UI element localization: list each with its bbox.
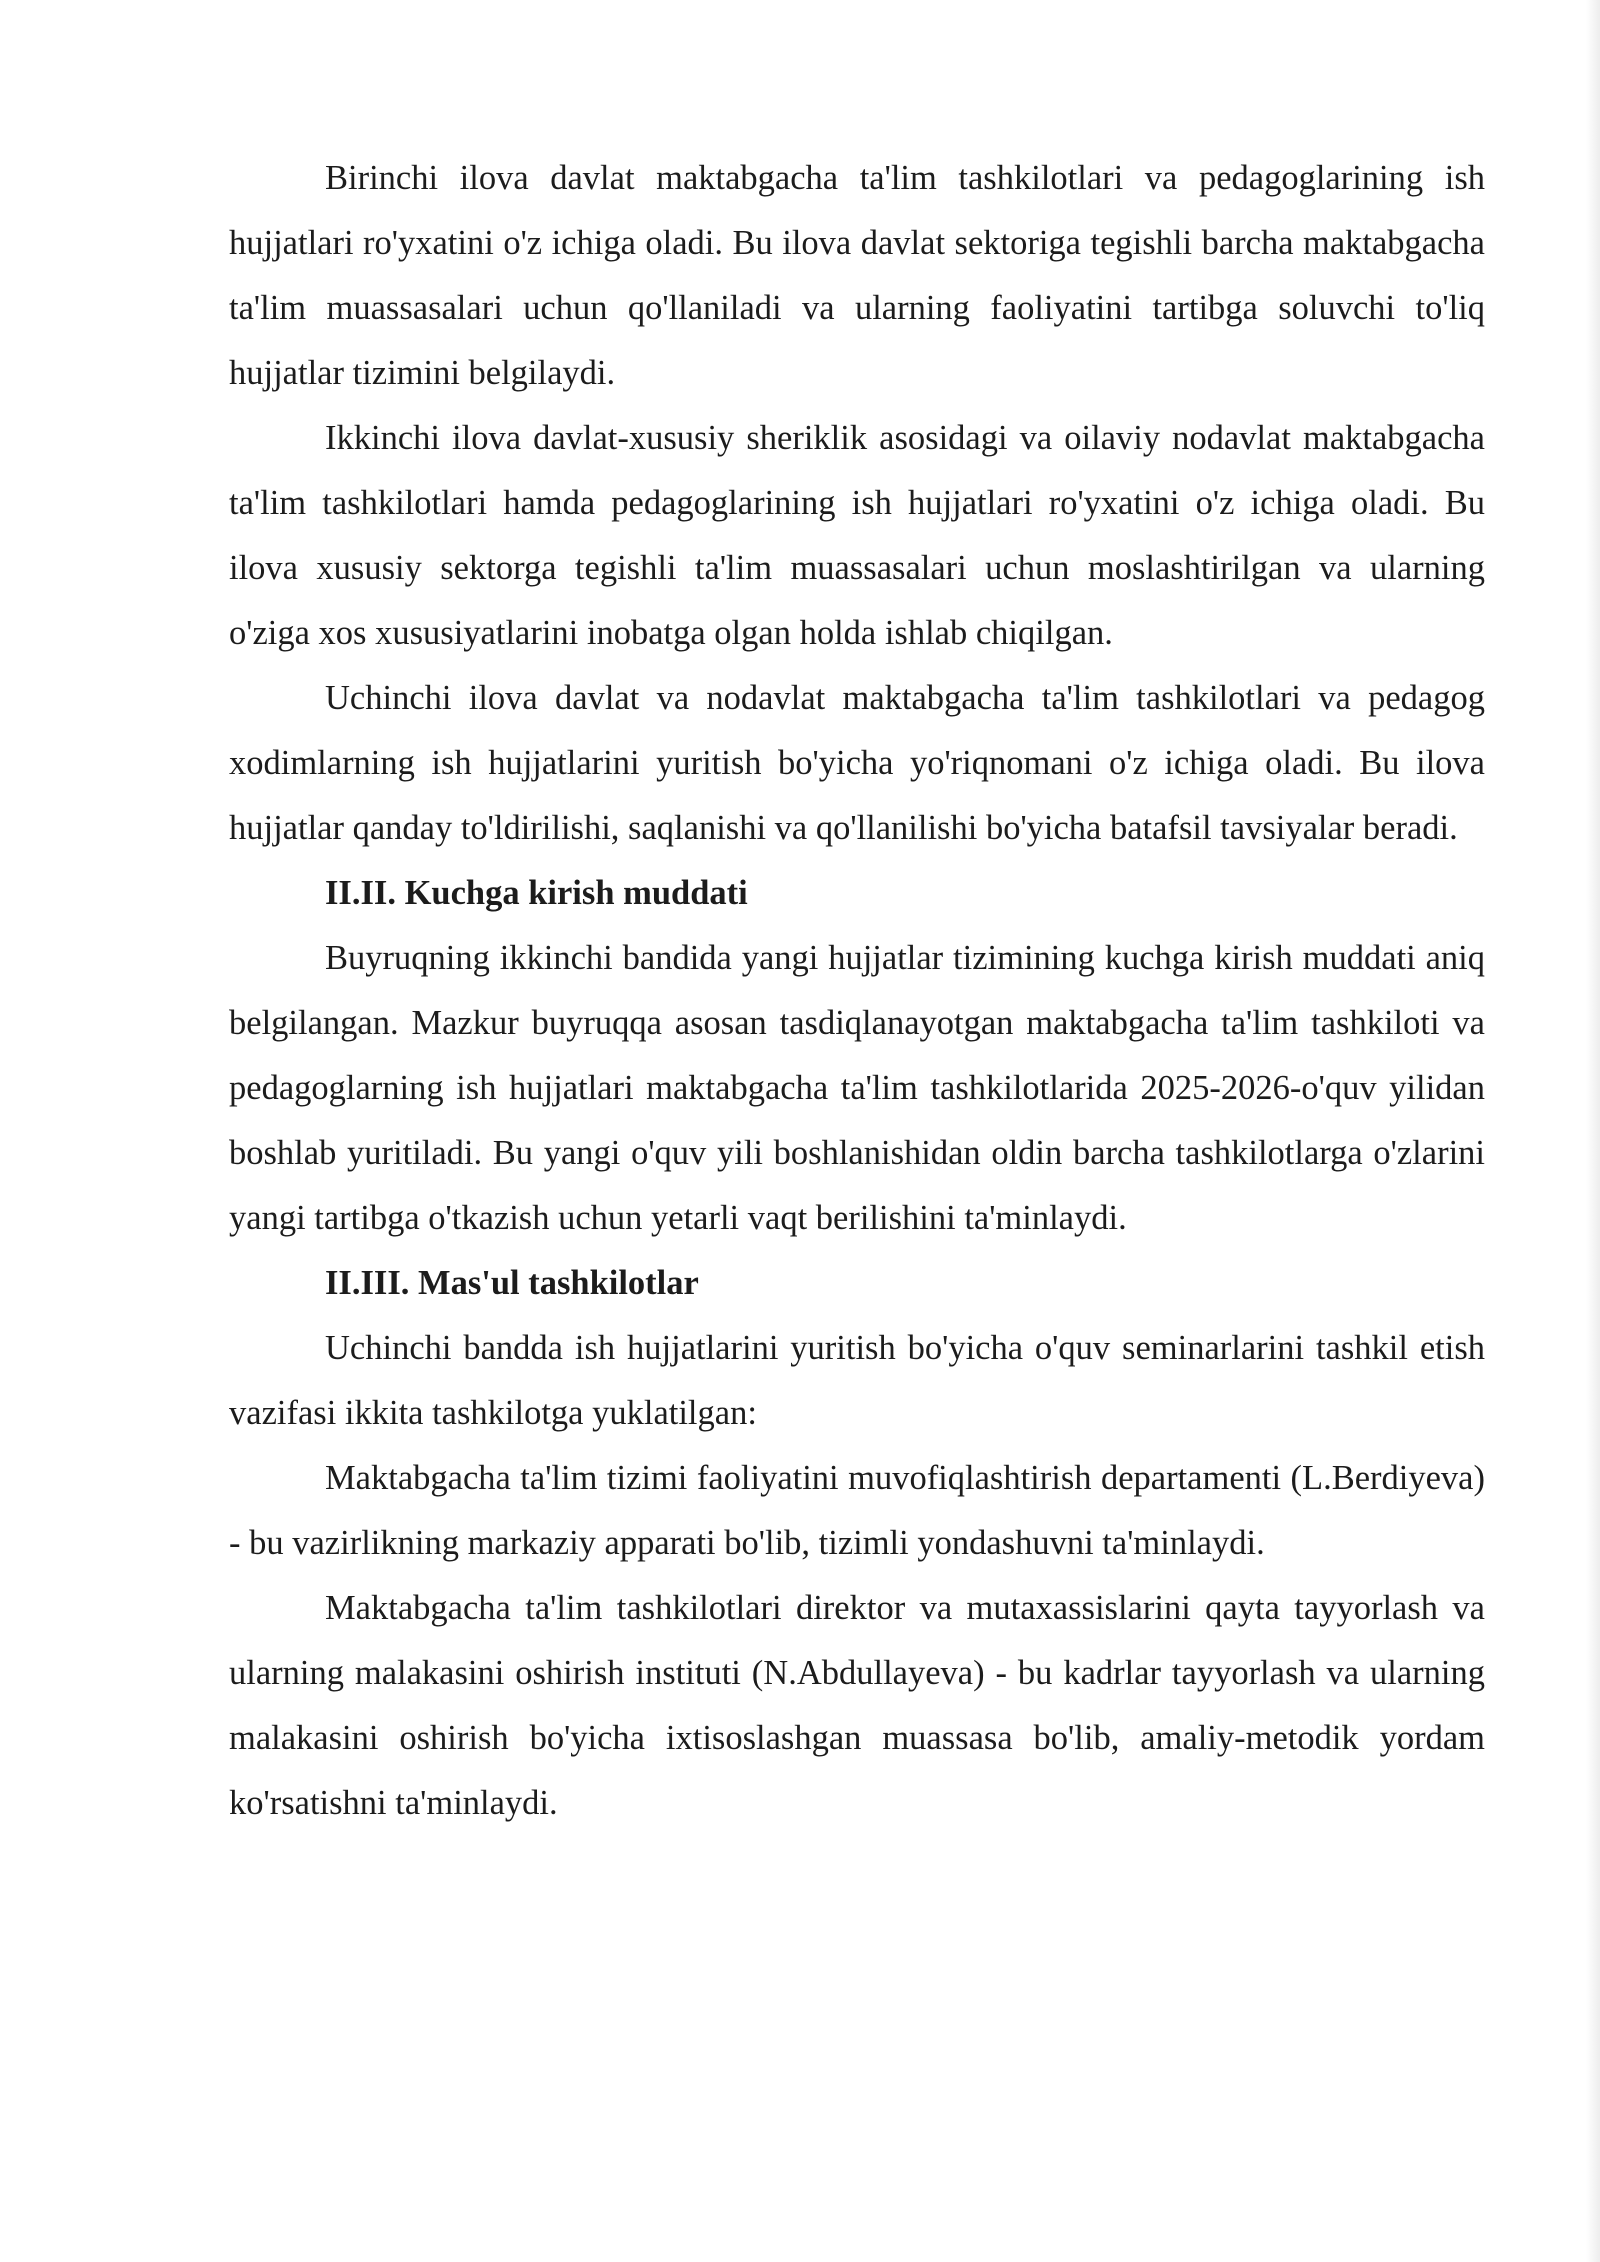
paragraph-third-annex: Uchinchi ilova davlat va nodavlat maktabgacha ta'lim tashkilotlari va pedagog xodimlarning ish hujjatlarini yuritish bo'yicha yo'riqnomani o'z ichiga oladi. Bu ilova hujjatlar qanday to'ldirilishi, saqlanishi va qo'llanilishi bo'yicha batafsil tavsiyalar beradi. — [229, 679, 1485, 847]
section-heading-effective-date: II.II. Kuchga kirish muddati — [325, 874, 748, 912]
document-body — [229, 146, 1485, 1836]
paragraph-effective-date: Buyruqning ikkinchi bandida yangi hujjatlar tizimining kuchga kirish muddati aniq belgilangan. Mazkur buyruqqa asosan tasdiqlanayotgan maktabgacha ta'lim tashkiloti va pedagoglarning ish hujjatlari maktabgacha ta'lim tashkilotlarida 2025-2026-o'quv yilidan boshlab yuritiladi. Bu yangi o'quv yili boshlanishidan oldin barcha tashkilotlarga o'zlarini yangi tartibga o'tkazish uchun yetarli vaqt berilishini ta'minlaydi. — [229, 939, 1485, 1237]
paragraph-department: Maktabgacha ta'lim tizimi faoliyatini muvofiqlashtirish departamenti (L.Berdiyeva) - bu vazirlikning markaziy apparati bo'lib, tizimli yondashuvni ta'minlaydi. — [229, 1459, 1485, 1562]
paragraph-second-annex: Ikkinchi ilova davlat-xususiy sheriklik asosidagi va oilaviy nodavlat maktabgacha ta'lim tashkilotlari hamda pedagoglarining ish hujjatlari ro'yxatini o'z ichiga oladi. Bu ilova xususiy sektorga tegishli ta'lim muassasalari uchun moslashtirilgan va ularning o'ziga xos xususiyatlarini inobatga olgan holda ishlab chiqilgan. — [229, 419, 1485, 652]
paragraph-institute: Maktabgacha ta'lim tashkilotlari direktor va mutaxassislarini qayta tayyorlash va ularning malakasini oshirish instituti (N.Abdullayeva) - bu kadrlar tayyorlash va ularning malakasini oshirish bo'yicha ixtisoslashgan muassasa bo'lib, amaliy-metodik yordam ko'rsatishni ta'minlaydi. — [229, 1589, 1485, 1822]
page-edge-shadow — [1586, 0, 1600, 2262]
section-heading-responsible-organizations: II.III. Mas'ul tashkilotlar — [325, 1264, 699, 1302]
paragraph-seminar-task: Uchinchi bandda ish hujjatlarini yuritish bo'yicha o'quv seminarlarini tashkil etish vazifasi ikkita tashkilotga yuklatilgan: — [229, 1329, 1485, 1432]
paragraph-first-annex: Birinchi ilova davlat maktabgacha ta'lim tashkilotlari va pedagoglarining ish hujjatlari ro'yxatini o'z ichiga oladi. Bu ilova davlat sektoriga tegishli barcha maktabgacha ta'lim muassasalari uchun qo'llaniladi va ularning faoliyatini tartibga soluvchi to'liq hujjatlar tizimini belgilaydi. — [229, 159, 1485, 392]
